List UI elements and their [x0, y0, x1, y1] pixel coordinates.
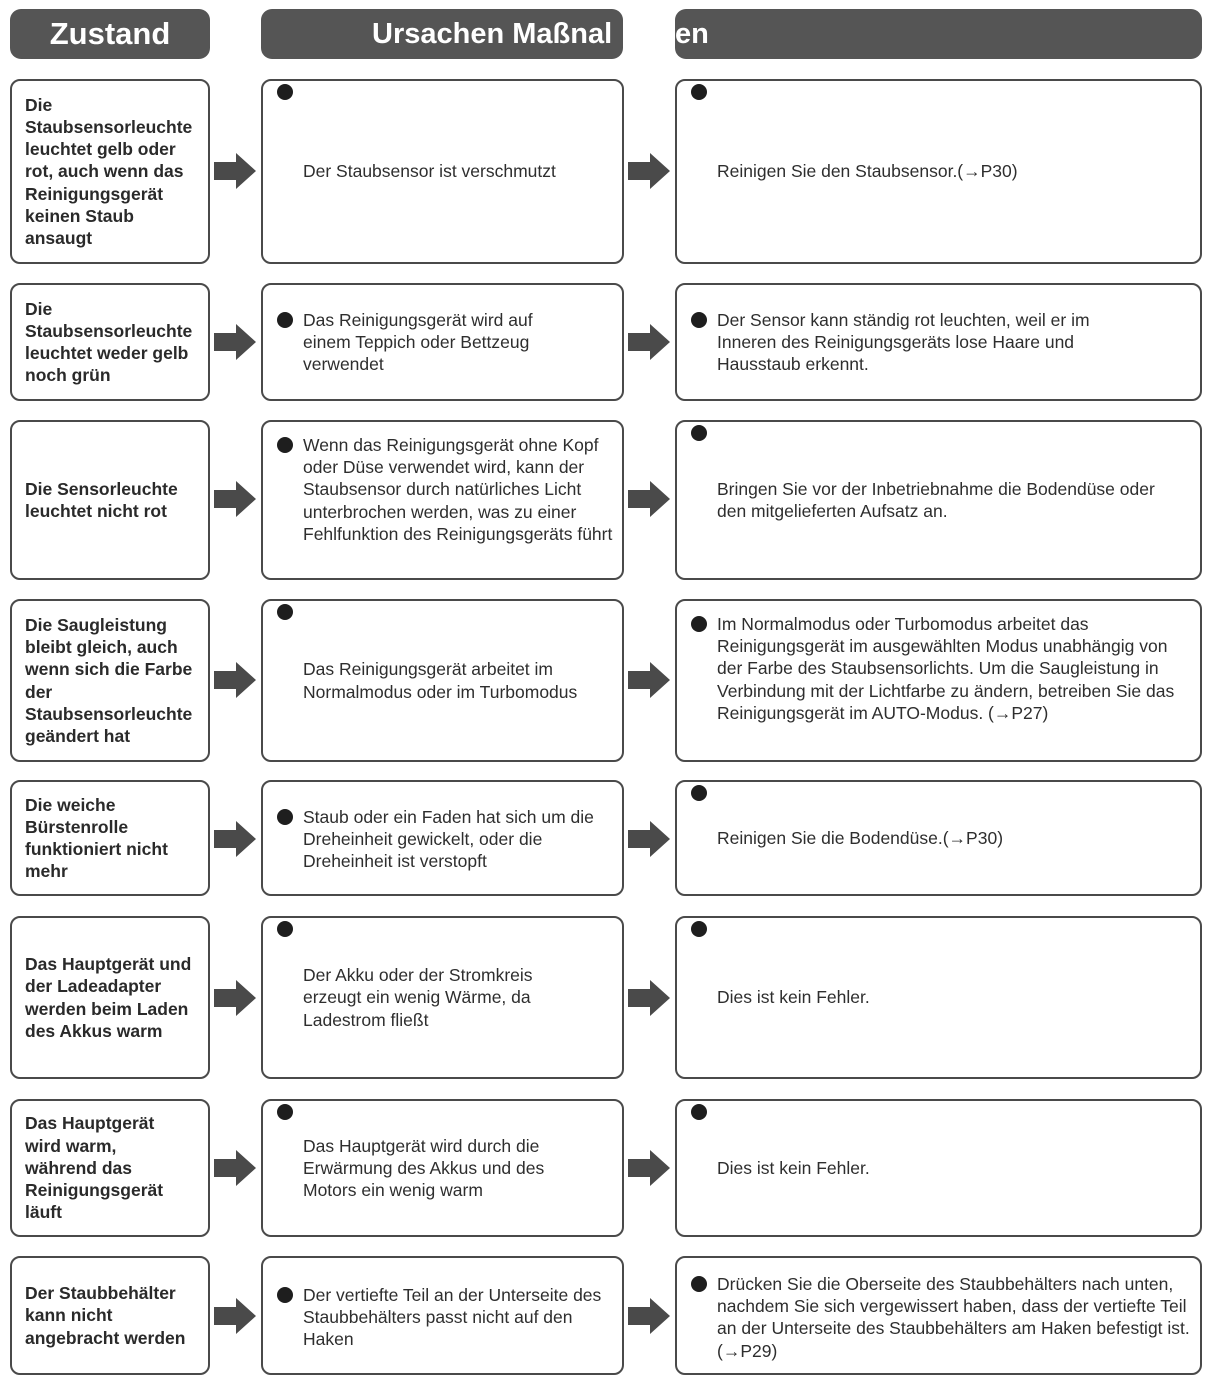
remedy-text: Drücken Sie die Oberseite des Staubbehälters nach unten, nachdem Sie sich vergewissert haben, dass der vertiefte Teil an der Unterseite des Staubbehälters am Haken befestigt ist. (→P29)	[717, 1274, 1190, 1361]
cause-box	[261, 283, 624, 401]
bullet-dot-icon	[277, 604, 293, 620]
remedy-text: Reinigen Sie die Bodendüse.(→P30)	[717, 827, 1004, 848]
bullet-dot-icon	[691, 1276, 707, 1292]
bullet-dot-icon	[691, 84, 707, 100]
state-text: Der Staubbehälter kann nicht angebracht werden	[25, 1283, 186, 1348]
bullet-dot-icon	[691, 425, 707, 441]
state-box	[10, 283, 210, 401]
arrow-right-icon	[628, 821, 670, 857]
state-text: Das Hauptgerät und der Ladeadapter werden beim Laden des Akkus warm	[25, 954, 192, 1041]
arrow-right-icon	[628, 1150, 670, 1186]
arrow-right-icon	[628, 1298, 670, 1334]
bullet-dot-icon	[691, 785, 707, 801]
header-zustand	[10, 9, 210, 59]
state-box	[10, 916, 210, 1079]
cause-box	[261, 420, 624, 580]
remedy-text: Bringen Sie vor der Inbetriebnahme die Bodendüse oder den mitgelieferten Aufsatz an.	[717, 478, 1155, 521]
cause-text: Der Akku oder der Stromkreis erzeugt ein wenig Wärme, da Ladestrom fließt	[303, 965, 533, 1030]
remedy-box	[675, 1256, 1202, 1375]
state-text: Die Staubsensorleuchte leuchtet gelb oder rot, auch wenn das Reinigungsgerät keinen Staub ansaugt	[25, 94, 193, 248]
arrow-right-icon	[628, 324, 670, 360]
state-text: Das Hauptgerät wird warm, während das Reinigungsgerät läuft	[25, 1113, 164, 1223]
bullet-dot-icon	[277, 921, 293, 937]
remedy-box	[675, 283, 1202, 401]
remedy-text: Dies ist kein Fehler.	[717, 987, 870, 1008]
state-box	[10, 780, 210, 896]
state-box	[10, 599, 210, 762]
arrow-right-icon	[214, 1150, 256, 1186]
arrow-right-icon	[214, 821, 256, 857]
cause-text: Der Staubsensor ist verschmutzt	[303, 161, 556, 182]
cause-box	[261, 1256, 624, 1375]
cause-box	[261, 599, 624, 762]
state-text: Die Sensorleuchte leuchtet nicht rot	[25, 478, 178, 521]
remedy-box	[675, 599, 1202, 762]
remedy-box	[675, 916, 1202, 1079]
cause-text: Staub oder ein Faden hat sich um die Dreheinheit gewickelt, oder die Dreheinheit ist verstopft	[303, 807, 594, 872]
remedy-text: Der Sensor kann ständig rot leuchten, weil er im Inneren des Reinigungsgeräts lose Haare und Hausstaub erkennt.	[717, 310, 1090, 375]
header-ursachen	[261, 9, 623, 59]
bullet-dot-icon	[277, 1287, 293, 1303]
cause-text: Das Hauptgerät wird durch die Erwärmung des Akkus und des Motors ein wenig warm	[303, 1135, 545, 1201]
arrow-right-icon	[628, 153, 670, 189]
arrow-right-icon	[628, 662, 670, 698]
arrow-right-icon	[628, 980, 670, 1016]
arrow-right-icon	[214, 1298, 256, 1334]
cause-box	[261, 1099, 624, 1237]
cause-text: Das Reinigungsgerät wird auf einem Teppich oder Bettzeug verwendet	[303, 310, 533, 375]
cause-text: Das Reinigungsgerät arbeitet im Normalmodus oder im Turbomodus	[303, 659, 578, 702]
state-text: Die Saugleistung bleibt gleich, auch wenn sich die Farbe der Staubsensorleuchte geändert hat	[25, 614, 193, 746]
remedy-box	[675, 1099, 1202, 1237]
state-box	[10, 1099, 210, 1237]
remedy-box	[675, 79, 1202, 264]
state-text: Die Staubsensorleuchte leuchtet weder gelb noch grün	[25, 298, 193, 386]
state-text: Die weiche Bürstenrolle funktioniert nicht mehr	[25, 794, 168, 882]
bullet-dot-icon	[277, 312, 293, 328]
cause-box	[261, 79, 624, 264]
arrow-right-icon	[214, 980, 256, 1016]
bullet-dot-icon	[691, 1104, 707, 1120]
header-massnahmen-label: en	[675, 17, 709, 50]
state-box	[10, 79, 210, 264]
bullet-dot-icon	[277, 809, 293, 825]
bullet-dot-icon	[691, 312, 707, 328]
bullet-dot-icon	[277, 84, 293, 100]
remedy-text: Dies ist kein Fehler.	[717, 1157, 870, 1178]
bullet-dot-icon	[277, 1104, 293, 1120]
arrow-right-icon	[214, 662, 256, 698]
bullet-dot-icon	[691, 921, 707, 937]
state-box	[10, 1256, 210, 1375]
arrow-right-icon	[214, 153, 256, 189]
state-box	[10, 420, 210, 580]
remedy-text: Reinigen Sie den Staubsensor.(→P30)	[717, 161, 1018, 182]
header-ursachen-label: Ursachen Maßnal	[372, 17, 613, 50]
bullet-dot-icon	[691, 616, 707, 632]
remedy-box	[675, 780, 1202, 896]
header-zustand-label: Zustand	[49, 16, 171, 51]
bullet-dot-icon	[277, 437, 293, 453]
cause-text: Der vertiefte Teil an der Unterseite des Staubbehälters passt nicht auf den Haken	[303, 1285, 602, 1350]
arrow-right-icon	[628, 481, 670, 517]
arrow-right-icon	[214, 481, 256, 517]
cause-box	[261, 780, 624, 896]
cause-box	[261, 916, 624, 1079]
remedy-box	[675, 420, 1202, 580]
arrow-right-icon	[214, 324, 256, 360]
header-massnahmen	[675, 9, 1202, 59]
remedy-text: Im Normalmodus oder Turbomodus arbeitet das Reinigungsgerät im ausgewählten Modus unabhängig von der Farbe des Staubsensorlichts. Um die Saugleistung in Verbindung mit der Lichtfarbe zu ändern, betreiben Sie das Reinigungsgerät im AUTO-Modus. (→P27)	[717, 614, 1175, 723]
cause-text: Wenn das Reinigungsgerät ohne Kopf oder Düse verwendet wird, kann der Staubsensor durch natürliches Licht unterbrochen werden, was zu einer Fehlfunktion des Reinigungsgeräts führt	[303, 435, 613, 544]
